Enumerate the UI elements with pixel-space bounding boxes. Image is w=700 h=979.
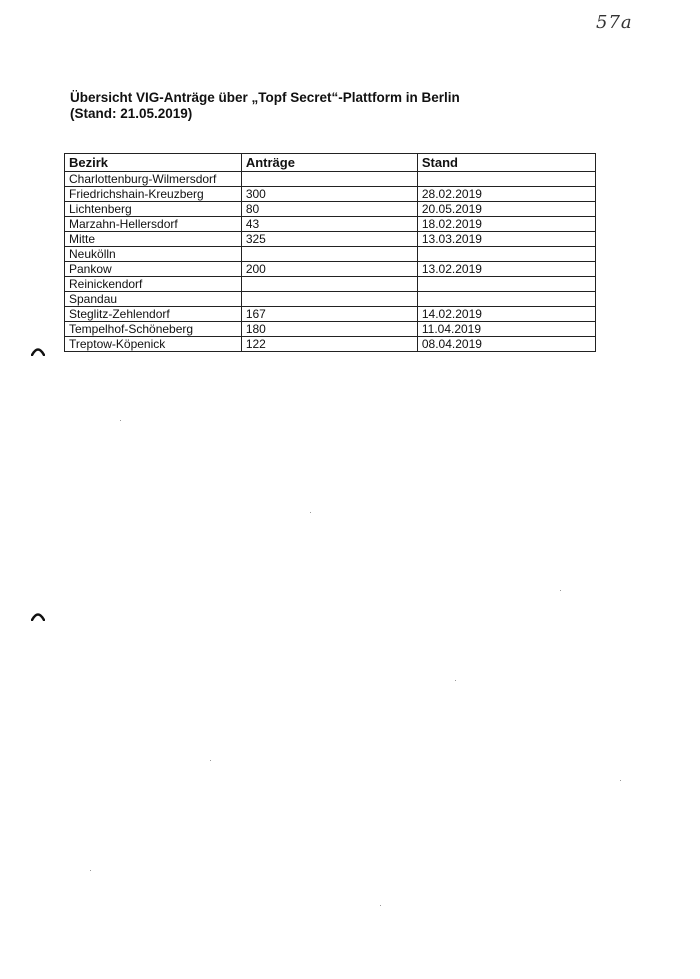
cell-antraege: 43 xyxy=(241,217,417,232)
cell-antraege xyxy=(241,292,417,307)
cell-bezirk: Marzahn-Hellersdorf xyxy=(65,217,242,232)
table-row xyxy=(65,322,596,337)
scan-speck xyxy=(380,905,381,906)
title-line-2: (Stand: 21.05.2019) xyxy=(70,106,193,121)
cell-stand xyxy=(417,247,595,262)
applications-table xyxy=(64,153,596,352)
cell-bezirk: Tempelhof-Schöneberg xyxy=(65,322,242,337)
cell-stand: 13.02.2019 xyxy=(417,262,595,277)
table-row xyxy=(65,217,596,232)
scan-speck xyxy=(620,780,621,781)
cell-stand: 08.04.2019 xyxy=(417,337,595,352)
table-row xyxy=(65,277,596,292)
cell-stand: 18.02.2019 xyxy=(417,217,595,232)
cell-antraege: 325 xyxy=(241,232,417,247)
cell-antraege: 180 xyxy=(241,322,417,337)
scan-speck xyxy=(90,870,91,871)
table-row xyxy=(65,292,596,307)
cell-stand xyxy=(417,292,595,307)
cell-bezirk: Spandau xyxy=(65,292,242,307)
cell-antraege xyxy=(241,277,417,292)
cell-antraege xyxy=(241,172,417,187)
punch-hole-mark-bottom xyxy=(31,611,45,621)
cell-stand xyxy=(417,277,595,292)
cell-antraege: 300 xyxy=(241,187,417,202)
table-row xyxy=(65,307,596,322)
scan-speck xyxy=(120,420,121,421)
scan-speck xyxy=(560,590,561,591)
cell-stand: 14.02.2019 xyxy=(417,307,595,322)
cell-antraege: 122 xyxy=(241,337,417,352)
handwritten-page-number: 57a xyxy=(596,12,633,33)
cell-bezirk: Mitte xyxy=(65,232,242,247)
cell-antraege xyxy=(241,247,417,262)
table-row xyxy=(65,187,596,202)
cell-bezirk: Steglitz-Zehlendorf xyxy=(65,307,242,322)
cell-bezirk: Reinickendorf xyxy=(65,277,242,292)
cell-bezirk: Charlottenburg-Wilmersdorf xyxy=(65,172,242,187)
table-row xyxy=(65,247,596,262)
table-row xyxy=(65,202,596,217)
document-title xyxy=(70,90,460,122)
cell-stand xyxy=(417,172,595,187)
header-bezirk: Bezirk xyxy=(65,154,242,172)
scan-speck xyxy=(310,512,311,513)
scan-speck xyxy=(210,760,211,761)
header-stand: Stand xyxy=(417,154,595,172)
table-row xyxy=(65,232,596,247)
table-row xyxy=(65,172,596,187)
cell-bezirk: Pankow xyxy=(65,262,242,277)
scan-speck xyxy=(455,680,456,681)
cell-bezirk: Treptow-Köpenick xyxy=(65,337,242,352)
cell-stand: 13.03.2019 xyxy=(417,232,595,247)
table-row xyxy=(65,262,596,277)
header-antraege: Anträge xyxy=(241,154,417,172)
cell-stand: 28.02.2019 xyxy=(417,187,595,202)
table-header-row xyxy=(65,154,596,172)
cell-stand: 20.05.2019 xyxy=(417,202,595,217)
cell-bezirk: Neukölln xyxy=(65,247,242,262)
punch-hole-mark-top xyxy=(31,346,45,356)
cell-bezirk: Friedrichshain-Kreuzberg xyxy=(65,187,242,202)
cell-antraege: 80 xyxy=(241,202,417,217)
table-row xyxy=(65,337,596,352)
cell-antraege: 200 xyxy=(241,262,417,277)
cell-stand: 11.04.2019 xyxy=(417,322,595,337)
title-line-1: Übersicht VIG-Anträge über „Topf Secret“-Plattform in Berlin xyxy=(70,90,460,105)
cell-antraege: 167 xyxy=(241,307,417,322)
cell-bezirk: Lichtenberg xyxy=(65,202,242,217)
